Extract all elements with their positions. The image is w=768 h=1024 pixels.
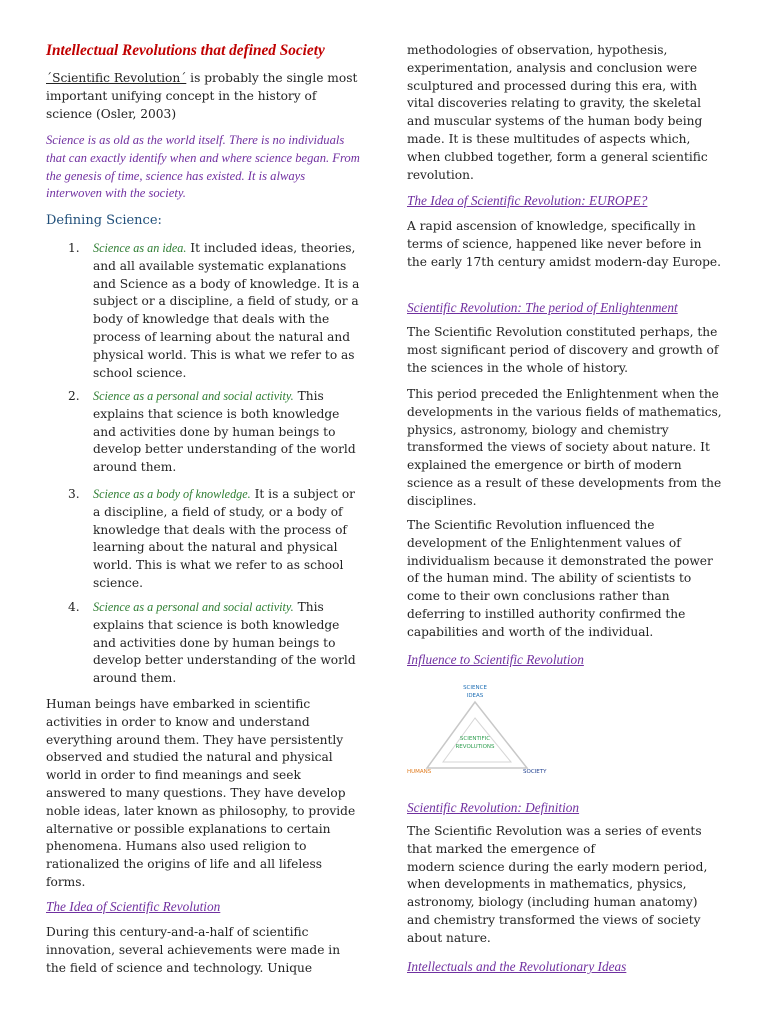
definition-line-1: The Scientific Revolution was a series of events that marked the emergence of (407, 824, 702, 856)
idea-of-revolution-heading[interactable]: The Idea of Scientific Revolution (46, 899, 221, 914)
diagram-right-label: SOCIETY (523, 769, 547, 775)
diagram-top-label-2: IDEAS (466, 693, 484, 699)
list-number: 3. (68, 487, 80, 501)
enlightenment-paragraph-3: The Scientific Revolution influenced the development of the Enlightenment values of individualism because it demonstrated the power of the human mind. The ability of scientists to come to their own conclusions rather than deferring to instilled authority confirmed the capabilities and worth of the individual. (407, 518, 713, 639)
definition-heading[interactable]: Scientific Revolution: Definition (407, 800, 580, 815)
list-number: 1. (68, 241, 80, 255)
science-quote: Science is as old as the world itself. There is no individuals that can exactly identify when and where science began. From the genesis of time, science has existed. It is always interwoven with the society. (46, 133, 360, 201)
influence-heading[interactable]: Influence to Scientific Revolution (407, 652, 584, 667)
intro-paragraph (46, 70, 362, 123)
list-lead: Science as a personal and social activity. (93, 600, 294, 614)
triangle-outer (427, 702, 527, 768)
defining-science-heading: Defining Science: (46, 213, 162, 228)
list-lead: Science as an idea. (93, 241, 187, 255)
methodologies-paragraph: methodologies of observation, hypothesis, experimentation, analysis and conclusion were sculptured and processed during this era, with vital discoveries relating to gravity, the skeletal and muscular systems of the human body being made. It is these multitudes of aspects which, when clubbed together, form a general scientific revolution. (407, 43, 708, 182)
enlightenment-heading[interactable]: Scientific Revolution: The period of Enlightenment (407, 300, 678, 315)
list-text: It included ideas, theories, and all available systematic explanations and Science as a body of knowledge. It is a subject or a discipline, a field of study, or a body of knowledge that deals with the process of learning about the natural and physical world. This is what we refer to as school science. (93, 241, 360, 380)
europe-paragraph: A rapid ascension of knowledge, specifically in terms of science, happened like never before in the early 17th century amidst modern-day Europe. (407, 219, 722, 269)
list-number: 4. (68, 600, 80, 614)
europe-heading[interactable]: The Idea of Scientific Revolution: EUROPE? (407, 193, 648, 208)
definition-line-2: modern science during the early modern period, when developments in mathematics, physics, astronomy, biology (including human anatomy) and chemistry transformed the views of society about nature. (407, 859, 708, 945)
diagram-left-label: HUMANS (407, 769, 432, 775)
diagram-center-label-2: REVOLUTIONS (455, 744, 495, 750)
intro-text: is probably the single most important unifying concept in the history of science (Osler, 2003) (46, 71, 358, 121)
list-text: This explains that science is both knowledge and activities done by human beings to develop better understanding of the world around them. (93, 389, 356, 475)
intellectuals-heading[interactable]: Intellectuals and the Revolutionary Ideas (407, 959, 627, 974)
enlightenment-paragraph-2: This period preceded the Enlightenment when the developments in the various fields of mathematics, physics, astronomy, biology and chemistry transformed the views of society about nature. It explained the emergence or birth of modern science as a result of these developments from the disciplines. (407, 387, 722, 508)
list-lead: Science as a personal and social activity. (93, 389, 294, 403)
list-lead: Science as a body of knowledge. (93, 487, 251, 501)
definition-paragraph (407, 823, 723, 948)
human-beings-paragraph: Human beings have embarked in scientific activities in order to know and understand everything around them. They have persistently observed and studied the natural and physical world in order to find meanings and seek answered to many questions. They have develop noble ideas, later known as philosophy, to provide alternative or possible explanations to certain phenomena. Humans also used religion to rationalized the origins of life and all lifeless forms. (46, 697, 356, 889)
diagram-center-label-1: SCIENTIFIC (459, 736, 491, 742)
diagram-top-label-1: SCIENCE (463, 685, 487, 691)
influence-triangle-diagram (405, 680, 555, 780)
intro-term: ´Scientific Revolution´ (46, 71, 187, 85)
list-text: This explains that science is both knowledge and activities done by human beings to develop better understanding of the world around them. (93, 600, 356, 686)
list-number: 2. (68, 389, 80, 403)
enlightenment-paragraph-1: The Scientific Revolution constituted perhaps, the most significant period of discovery and growth of the sciences in the whole of history. (407, 325, 719, 375)
page-title: Intellectual Revolutions that defined Society (46, 42, 325, 59)
century-paragraph: During this century-and-a-half of scientific innovation, several achievements were made in the field of science and technology. Unique (46, 925, 341, 975)
list-text: It is a subject or a discipline, a field of study, or a body of knowledge that deals with the process of learning about the natural and physical world. This is what we refer to as school science. (93, 487, 356, 590)
